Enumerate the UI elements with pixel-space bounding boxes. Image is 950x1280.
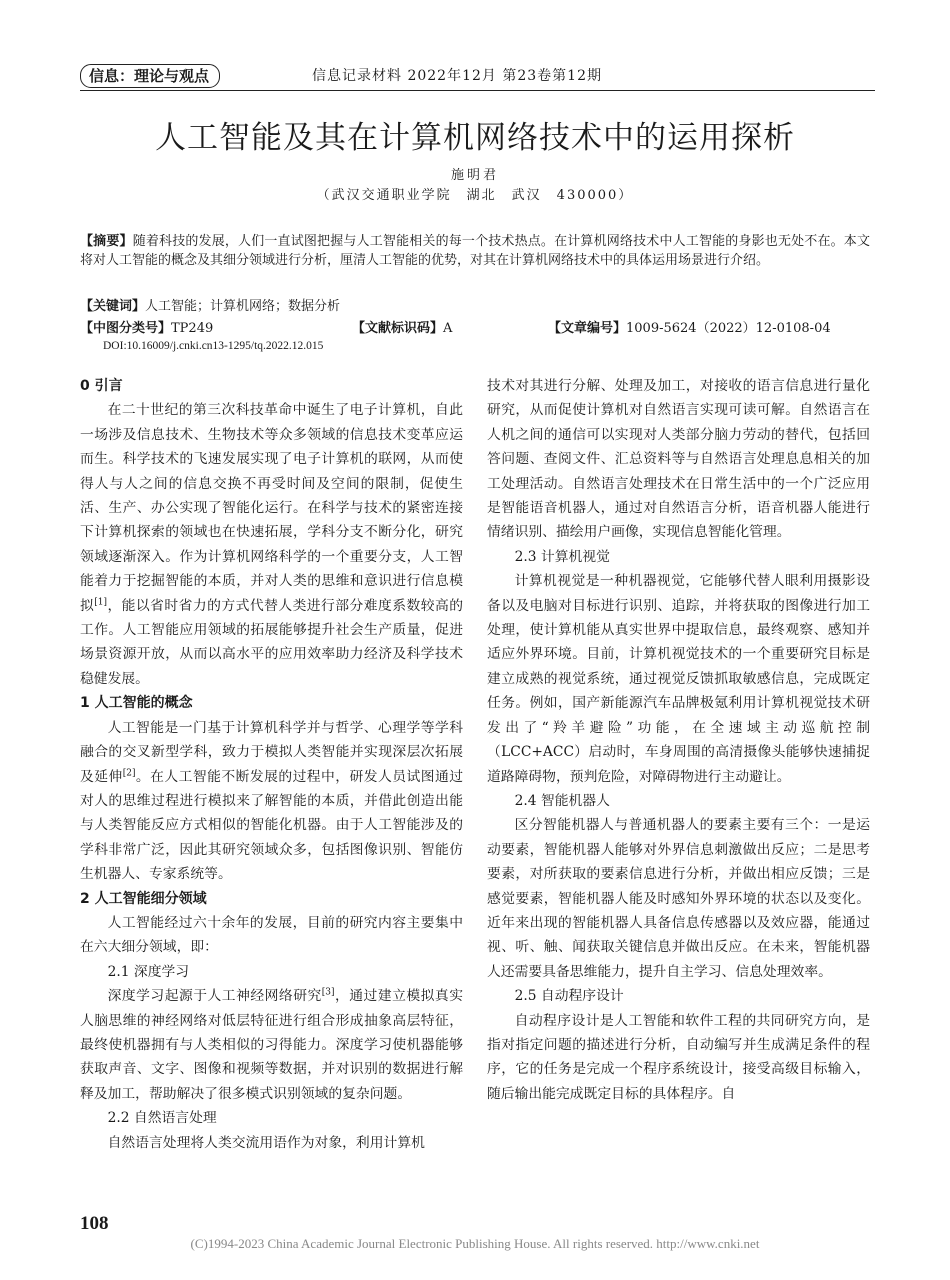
subsection-heading: 2.5 自动程序设计 xyxy=(514,988,624,1005)
paragraph xyxy=(80,984,463,1106)
affiliation: （武汉交通职业学院 湖北 武汉 430000） xyxy=(316,188,634,203)
article-number xyxy=(548,317,831,336)
article-number-text: 1009-5624（2022）12-0108-04 xyxy=(626,321,831,336)
paragraph: 自动程序设计是人工智能和软件工程的共同研究方向，是指对指定问题的描述进行分析，自动编写并生成满足条件的程序，它的任务是完成一个程序系统设计，接受高级目标输入，随后输出能完成既定目标的具体程序。自 xyxy=(487,1012,870,1102)
section-heading: 0 引言 xyxy=(80,378,123,394)
article-number-label: 【文章编号】 xyxy=(548,321,627,336)
subsection-heading: 2.3 计算机视觉 xyxy=(514,548,610,565)
paragraph xyxy=(80,716,463,887)
copyright-footer: (C)1994-2023 China Academic Journal Electronic Publishing House. All rights reserved. http://www.cnki.net xyxy=(190,1236,760,1251)
classification-label: 【中图分类号】 xyxy=(80,321,172,336)
keywords xyxy=(80,295,340,314)
text-run: ，通过建立模拟真实人脑思维的神经网络对低层特征进行组合形成抽象高层特征，最终使机器拥有与人类相似的习得能力。深度学习使机器能够获取声音、文字、图像和视频等数据，并对识别的数据进行解释及加工，帮助解决了很多模式识别领域的复杂问题。 xyxy=(80,988,464,1102)
subsection-heading: 2.4 智能机器人 xyxy=(514,792,610,809)
keywords-label: 【关键词】 xyxy=(80,299,146,314)
section-badge: 信息：理论与观点 xyxy=(80,64,220,88)
journal-info: 信息记录材料 2022年12月 第23卷第12期 xyxy=(312,68,602,84)
citation: [3] xyxy=(321,987,335,998)
author: 施明君 xyxy=(450,168,499,183)
text-run: ，能以省时省力的方式代替人类进行部分难度系数较高的工作。人工智能应用领域的拓展能够提升社会生产质量，促进场景资源开放，从而以高水平的应用效率助力经济及科学技术稳健发展。 xyxy=(80,597,464,687)
document-code-label: 【文献标识码】 xyxy=(352,321,444,336)
paragraph: 区分智能机器人与普通机器人的要素主要有三个：一是运动要素，智能机器人能够对外界信息刺激做出反应；二是思考要素，对所获取的要素信息进行分析，并做出相应反馈；三是感觉要素，智能机器人能及时感知外界环境的状态以及变化。近年来出现的智能机器人具备信息传感器以及效应器，能通过视、听、触、闻获取关键信息并做出反应。在未来，智能机器人还需要具备思维能力，提升自主学习、信息处理效率。 xyxy=(487,817,870,980)
classification-text: TP249 xyxy=(171,321,214,336)
paragraph: 计算机视觉是一种机器视觉，它能够代替人眼利用摄影设备以及电脑对目标进行识别、追踪，并将获取的图像进行加工处理，使计算机能从真实世界中提取信息，最终观察、感知并适应外界环境。目前，计算机视觉技术的一个重要研究目标是建立成熟的视觉系统，通过视觉反馈抓取敏感信息，完成既定任务。例如，国产新能源汽车品牌极氪利用计算机视觉技术研发出了“羚羊避险”功能，在全速域主动巡航控制（LCC+ACC）启动时，车身周围的高清摄像头能够快速捕捉道路障碍物，预判危险，对障碍物进行主动避让。 xyxy=(487,573,870,785)
abstract-label: 【摘要】 xyxy=(80,234,133,249)
paragraph xyxy=(80,398,463,691)
article-title: 人工智能及其在计算机网络技术中的运用探析 xyxy=(155,120,795,156)
section-heading: 1 人工智能的概念 xyxy=(80,695,193,712)
doi: DOI:10.16009/j.cnki.cn13-1295/tq.2022.12.015 xyxy=(103,340,324,352)
paragraph: 人工智能经过六十余年的发展，目前的研究内容主要集中在六大细分领域，即： xyxy=(80,914,463,956)
text-run: 。在人工智能不断发展的过程中，研发人员试图通过对人的思维过程进行模拟来了解智能的本质，并借此创造出能与人类智能反应方式相似的智能化机器。由于人工智能涉及的学科非常广泛，因此其研究领域众多，包括图像识别、智能仿生机器人、专家系统等。 xyxy=(80,768,464,883)
document-code xyxy=(352,317,452,336)
keywords-text: 人工智能；计算机网络；数据分析 xyxy=(145,299,341,314)
paragraph: 自然语言处理将人类交流用语作为对象，利用计算机 xyxy=(107,1134,425,1151)
document-code-text: A xyxy=(443,321,453,336)
right-column xyxy=(487,374,870,1106)
text-run: 深度学习起源于人工神经网络研究 xyxy=(107,988,322,1005)
text-run: 人工智能是一门基于计算机科学并与哲学、心理学等学科融合的交叉新型学科，致力于模拟人类智能并实现深层次拓展及延伸 xyxy=(80,719,463,785)
page-number: 108 xyxy=(80,1213,109,1234)
abstract xyxy=(80,233,870,270)
text-run: 在二十世纪的第三次科技革命中诞生了电子计算机，自此一场涉及信息技术、生物技术等众多领域的信息技术变革应运而生。科学技术的飞速发展实现了电子计算机的联网，从而使得人与人之间的信息交换不再受时间及空间的限制，促使生活、生产、办公实现了智能化运行。在科学与技术的紧密连接下计算机探索的领域也在快速拓展，学科分支不断分化，研究领域逐渐深入。作为计算机网络科学的一个重要分支，人工智能着力于挖掘智能的本质，并对人类的思维和意识进行信息模拟 xyxy=(80,402,463,614)
subsection-heading: 2.1 深度学习 xyxy=(107,963,190,980)
subsection-heading: 2.2 自然语言处理 xyxy=(107,1110,217,1127)
paragraph: 技术对其进行分解、处理及加工，对接收的语言信息进行量化研究，从而促使计算机对自然语言实现可读可解。自然语言在人机之间的通信可以实现对人类部分脑力劳动的替代，包括回答问题、查阅文件、汇总资料等与自然语言处理息息相关的加工处理活动。自然语言处理技术在日常生活中的一个广泛应用是智能语音机器人，通过对自然语言分析，语音机器人能进行情绪识别、描绘用户画像，实现信息智能化管理。 xyxy=(487,378,870,541)
citation: [2] xyxy=(122,767,136,778)
classification xyxy=(80,317,213,336)
left-column xyxy=(80,374,463,1155)
abstract-text: 随着科技的发展，人们一直试图把握与人工智能相关的每一个技术热点。在计算机网络技术中人工智能的身影也无处不在。本文将对人工智能的概念及其细分领域进行分析，厘清人工智能的优势，对其在计算机网络技术中的具体运用场景进行介绍。 xyxy=(80,234,870,268)
section-heading: 2 人工智能细分领域 xyxy=(80,890,207,907)
citation: [1] xyxy=(94,597,107,608)
page-header xyxy=(80,64,875,91)
